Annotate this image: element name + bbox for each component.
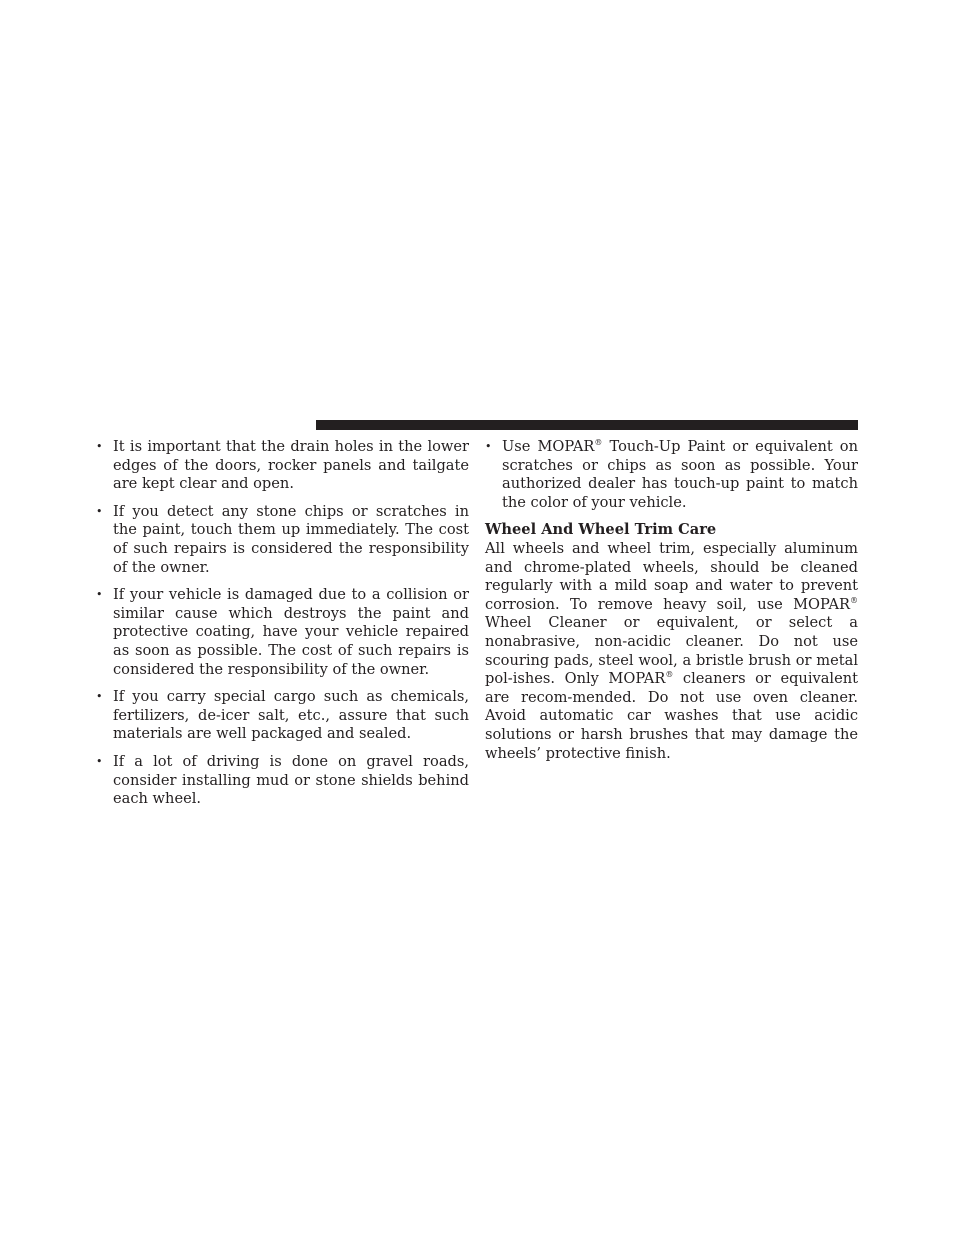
list-item (96, 438, 469, 494)
left-column (96, 438, 469, 818)
section-heading: Wheel And Wheel Trim Care (485, 521, 717, 539)
header-rule (316, 420, 858, 430)
bullet-icon: • (96, 690, 103, 704)
bullet-icon: • (96, 440, 103, 453)
touch-up-list (485, 438, 858, 512)
registered-mark: ® (594, 438, 603, 447)
right-column (485, 438, 858, 763)
list-item-text: It is important that the drain holes in the lower edges of the doors, rocker panels and tailgate are kept clear and open. (113, 438, 469, 493)
list-item-text: Use MOPAR® Touch-Up Paint or equivalent on scratches or chips as soon as possible. Your authorized dealer has touch-up paint to match the color of your vehicle. (502, 438, 858, 511)
list-item (96, 503, 469, 577)
registered-mark: ® (850, 595, 858, 605)
list-item-text: If your vehicle is damaged due to a collision or similar cause which destroys the paint and protective coating, have your vehicle repaired as soon as possible. The cost of such repairs is considered the responsibility of the owner. (113, 586, 469, 678)
list-item (96, 586, 469, 679)
list-item-text: If you detect any stone chips or scratches in the paint, touch them up immediately. The cost of such repairs is considered the responsibility of the owner. (113, 502, 469, 576)
list-item-text: If you carry special cargo such as chemicals, fertilizers, de-icer salt, etc., assure that such materials are well packaged and sealed. (113, 688, 469, 743)
bullet-icon: • (485, 440, 492, 453)
list-item (96, 753, 469, 809)
care-tips-list (96, 438, 469, 809)
registered-mark: ® (665, 670, 674, 680)
list-item-text: If a lot of driving is done on gravel roads, consider installing mud or stone shields behind each wheel. (113, 752, 469, 808)
list-item (96, 688, 469, 744)
bullet-icon: • (96, 504, 103, 518)
wheel-care-paragraph: All wheels and wheel trim, especially aluminum and chrome-plated wheels, should be cleaned regularly with a mild soap and water to prevent corrosion. To remove heavy soil, use MOPAR® Wheel Cleaner or equivalent, or select a nonabrasive, non-acidic cleaner. Do not use scouring pads, steel wool, a bristle brush or metal pol-ishes. Only MOPAR® cleaners or equivalent are recom-mended. Do not use oven cleaner. Avoid automatic car washes that use acidic solutions or harsh brushes that may damage the wheels’ protective finish. (485, 539, 858, 762)
list-item (485, 438, 858, 512)
bullet-icon: • (96, 754, 103, 768)
bullet-icon: • (96, 588, 103, 602)
